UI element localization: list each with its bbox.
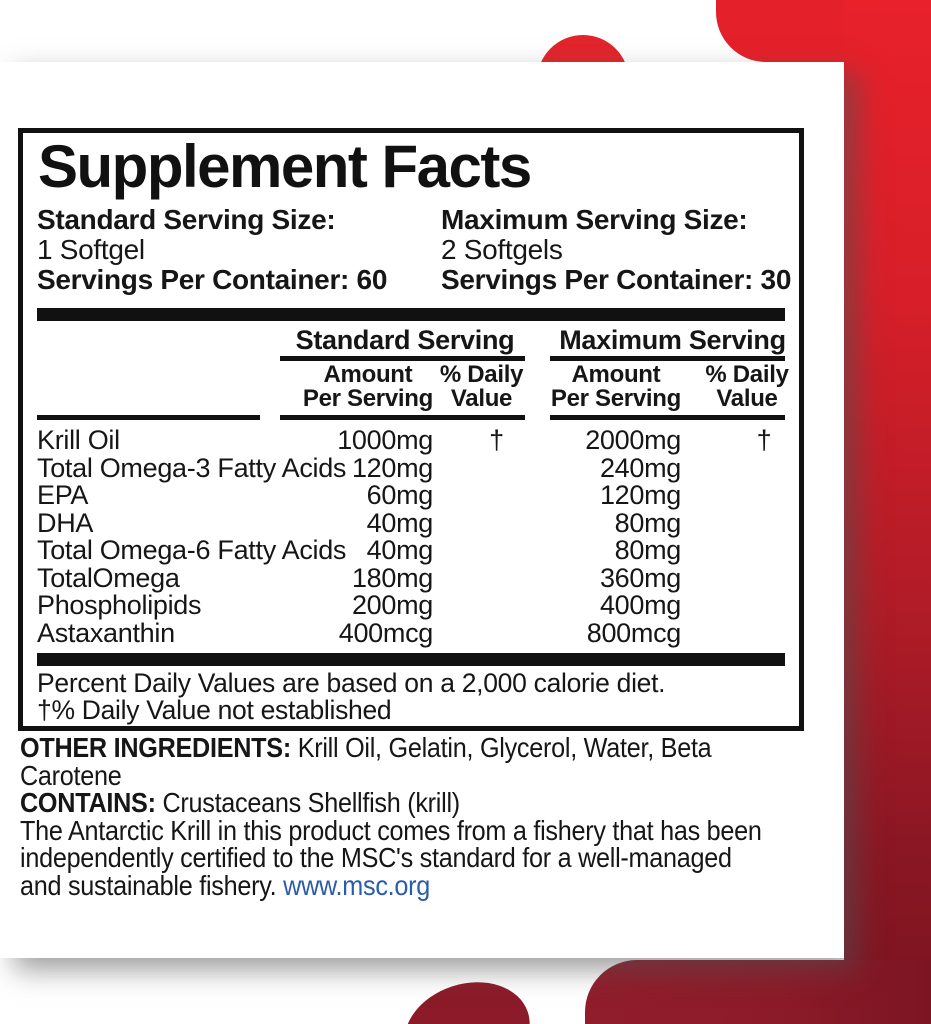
contains-line	[20, 789, 751, 817]
standard-amount-header	[280, 363, 433, 411]
ingredient-name: Krill Oil	[37, 425, 120, 455]
msc-text-line: independently certified to the MSC's standard for a well-managed	[20, 842, 732, 873]
amount-header-line: Per Serving	[302, 385, 433, 412]
maximum-amount: 800mcg	[586, 617, 681, 648]
maximum-amount-header	[550, 363, 681, 411]
ingredient-name: DHA	[37, 507, 94, 538]
rule-segment	[550, 415, 785, 420]
standard-amount: 120mg	[351, 452, 433, 483]
msc-link[interactable]: www.msc.org	[283, 869, 431, 901]
label-card	[0, 62, 844, 958]
thick-divider-bottom	[37, 653, 785, 666]
standard-amount: 180mg	[351, 562, 433, 593]
spacer	[530, 455, 550, 483]
standard-servings-per-container: Servings Per Container: 60	[37, 264, 388, 295]
contains-text: Crustaceans Shellfish (krill)	[162, 787, 460, 818]
other-ingredients-label: OTHER INGREDIENTS:	[20, 732, 291, 763]
table-row	[37, 617, 785, 648]
spacer	[530, 415, 550, 420]
maximum-servings-per-container: Servings Per Container: 30	[441, 264, 792, 295]
spacer	[530, 537, 550, 565]
maximum-serving-group-label: Maximum Serving	[559, 325, 786, 355]
spacer	[530, 482, 550, 510]
panel-title: Supplement Facts	[38, 133, 531, 200]
msc-text-line: The Antarctic Krill in this product comes from a fishery that has been	[20, 814, 762, 846]
additional-info	[20, 734, 832, 899]
column-headers-row	[37, 361, 789, 412]
maximum-daily-value	[681, 592, 795, 620]
footnote-dagger: †% Daily Value not established	[37, 695, 392, 725]
standard-serving-size-label: Standard Serving Size:	[37, 204, 336, 235]
daily-value-header-line: % Daily	[439, 361, 524, 388]
spacer	[530, 592, 550, 620]
spacer	[530, 510, 550, 538]
table-row	[37, 562, 785, 593]
maximum-amount: 240mg	[599, 452, 681, 483]
maximum-daily-value	[681, 482, 795, 510]
standard-daily-value	[433, 592, 530, 620]
standard-daily-value	[433, 537, 530, 565]
maximum-amount: 120mg	[599, 480, 681, 510]
rule-segment	[37, 415, 260, 420]
thick-divider-top	[37, 308, 785, 321]
ingredient-name: Astaxanthin	[37, 617, 175, 648]
ingredient-name: EPA	[37, 480, 89, 510]
standard-amount: 200mg	[351, 590, 433, 620]
standard-daily-value	[433, 482, 530, 510]
group-header-row	[37, 324, 785, 361]
standard-amount: 40mg	[366, 535, 433, 565]
maximum-serving-size-value: 2 Softgels	[441, 234, 563, 265]
maximum-daily-value	[681, 565, 795, 593]
standard-serving-size-value: 1 Softgel	[37, 234, 145, 265]
maximum-daily-value	[681, 455, 795, 483]
spacer	[37, 324, 280, 361]
spacer	[530, 620, 550, 648]
spacer	[37, 363, 280, 411]
table-row	[37, 537, 785, 565]
amount-header-line: Amount	[323, 361, 413, 388]
daily-value-header-line: % Daily	[705, 361, 789, 388]
maximum-serving-group	[550, 324, 795, 361]
header-rules-row	[37, 415, 785, 420]
table-row	[37, 452, 785, 483]
maroon-corner-decoration	[585, 960, 931, 1024]
maximum-amount: 80mg	[614, 507, 681, 538]
standard-daily-value: †	[489, 425, 504, 455]
amount-header-line: Amount	[571, 361, 661, 388]
maximum-daily-value	[681, 537, 795, 565]
spacer	[530, 427, 550, 455]
amount-header-line: Per Serving	[550, 385, 681, 412]
red-column-decoration	[844, 0, 931, 1024]
standard-serving-group-label: Standard Serving	[295, 325, 515, 355]
maroon-blob-decoration	[391, 967, 542, 1024]
ingredient-name: Total Omega-3 Fatty Acids	[37, 452, 347, 483]
table-row	[37, 427, 785, 455]
maximum-daily-value: †	[756, 425, 772, 455]
standard-daily-value	[433, 565, 530, 593]
ingredient-name: TotalOmega	[37, 562, 180, 593]
daily-value-header-line: Value	[450, 385, 513, 412]
serving-info	[37, 204, 792, 295]
msc-text-end: and sustainable fishery.	[20, 869, 277, 901]
nutrient-table	[37, 427, 785, 647]
standard-amount: 1000mg	[337, 425, 433, 455]
contains-label: CONTAINS:	[20, 787, 156, 818]
other-ingredients-text: Krill Oil, Gelatin, Glycerol, Water, Beta	[297, 732, 712, 763]
maximum-daily-value	[681, 510, 795, 538]
maximum-amount: 80mg	[614, 535, 681, 565]
msc-text-line	[20, 869, 751, 901]
standard-amount: 400mcg	[338, 617, 433, 648]
table-row	[37, 507, 785, 538]
spacer	[530, 565, 550, 593]
maximum-amount: 360mg	[599, 562, 681, 593]
other-ingredients-line	[20, 734, 751, 762]
maximum-daily-value-header	[681, 363, 795, 411]
standard-daily-value	[433, 620, 530, 648]
maximum-daily-value	[681, 620, 795, 648]
maximum-amount: 400mg	[599, 590, 681, 620]
standard-serving-group	[280, 324, 530, 361]
standard-daily-value	[433, 455, 530, 483]
spacer	[530, 324, 550, 361]
standard-serving-column	[37, 205, 441, 295]
footnote-daily-values: Percent Daily Values are based on a 2,000 calorie diet.	[37, 668, 666, 698]
table-row	[37, 482, 785, 510]
supplement-facts-panel	[18, 128, 804, 731]
standard-daily-value-header	[433, 363, 530, 411]
standard-amount: 40mg	[366, 507, 433, 538]
maximum-serving-size-label: Maximum Serving Size:	[441, 204, 748, 235]
spacer	[530, 363, 550, 411]
rule-segment	[280, 415, 525, 420]
standard-daily-value	[433, 510, 530, 538]
ingredient-name: Phospholipids	[37, 590, 202, 620]
ingredient-name: Total Omega-6 Fatty Acids	[37, 535, 347, 565]
standard-amount: 60mg	[366, 480, 433, 510]
maximum-serving-column	[441, 205, 795, 295]
maximum-amount: 2000mg	[585, 425, 681, 455]
daily-value-header-line: Value	[716, 385, 778, 412]
table-row	[37, 592, 785, 620]
other-ingredients-line: Carotene	[20, 759, 122, 791]
